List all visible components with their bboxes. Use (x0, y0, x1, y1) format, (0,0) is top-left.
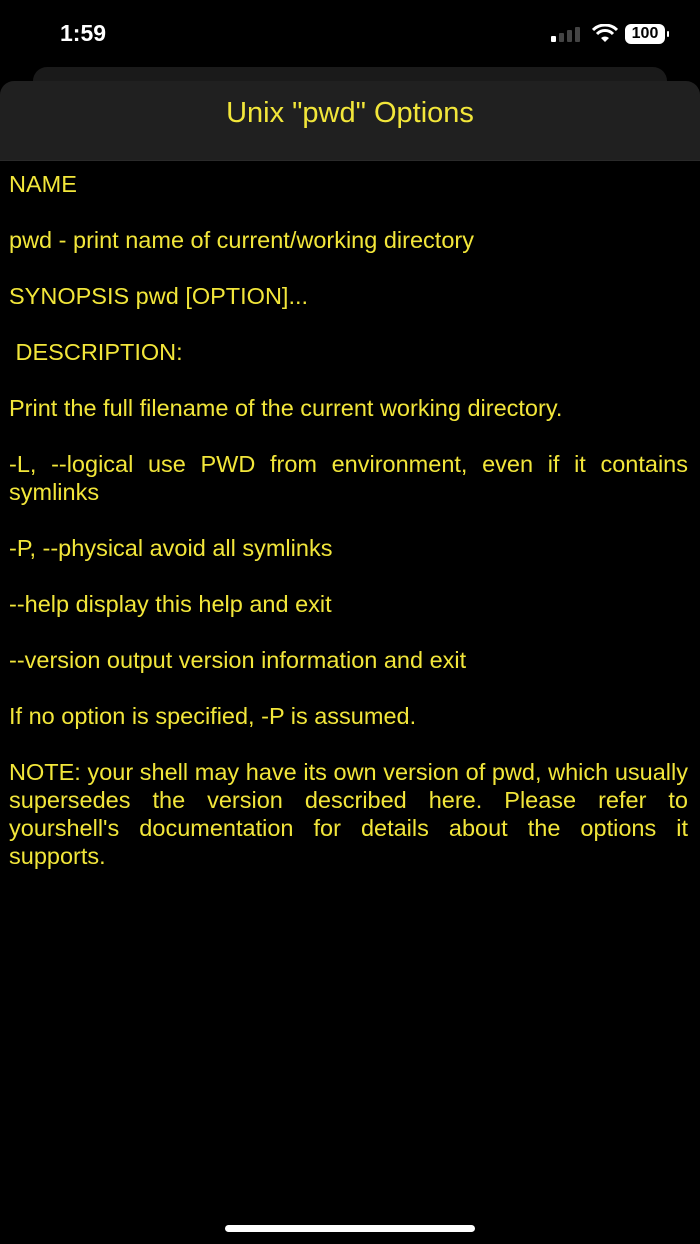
battery-icon: 100 (625, 24, 665, 44)
option-version: --version output version information and exit (9, 647, 467, 673)
option-logical: -L, --logical use PWD from environment, even if it contains symlinks (9, 451, 688, 505)
option-physical: -P, --physical avoid all symlinks (9, 535, 333, 561)
status-bar (0, 0, 700, 60)
default-note: If no option is specified, -P is assumed. (9, 703, 417, 729)
man-page-content (9, 170, 688, 898)
description-text: Print the full filename of the current working directory. (9, 395, 563, 421)
page-title: Unix "pwd" Options (226, 97, 474, 129)
status-time: 1:59 (60, 20, 107, 46)
option-help: --help display this help and exit (9, 591, 332, 617)
shell-note: NOTE: your shell may have its own version of pwd, which usually supersedes the version described here. Please refer to yourshell's documentation for details about the options it supports. (9, 759, 688, 869)
cellular-signal-icon (551, 27, 580, 42)
synopsis: SYNOPSIS pwd [OPTION]... (9, 283, 309, 309)
section-name: NAME (9, 171, 77, 197)
home-indicator[interactable] (225, 1225, 475, 1232)
wifi-icon (592, 24, 618, 44)
section-description: DESCRIPTION: (9, 339, 183, 365)
name-description: pwd - print name of current/working directory (9, 227, 474, 253)
nav-header (0, 81, 700, 161)
